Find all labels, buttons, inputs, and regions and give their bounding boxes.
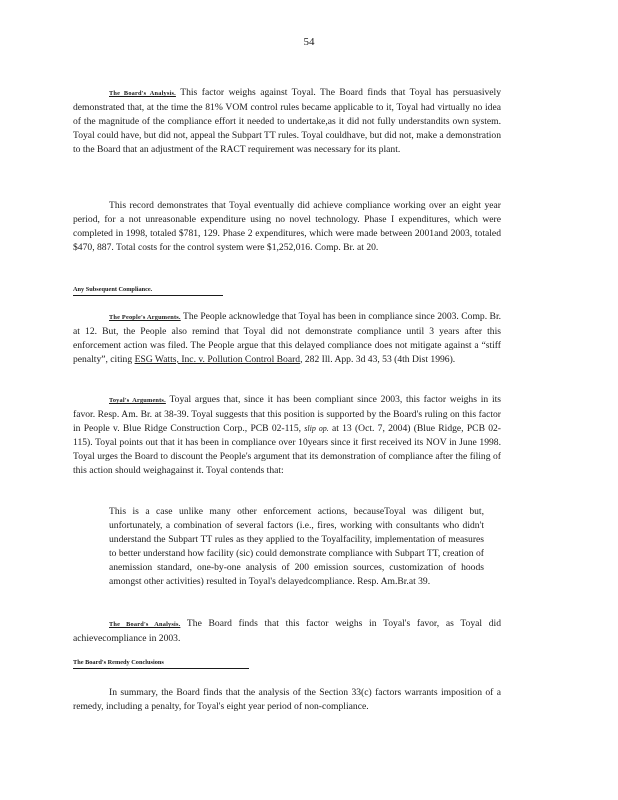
people-arguments-heading: The People's Arguments. — [109, 314, 181, 321]
toyal-arguments-paragraph — [73, 393, 501, 478]
people-arguments-text: The People acknowledge that Toyal has been in compliance since 2003. Comp. Br. at 12. But, the People also remind that Toyal did not demonstrate compliance until 3 years after this enforcement action was filed. The People argue that this delayed compliance does not mitigate against a “stiff penalty”, citing — [73, 311, 502, 365]
board-analysis-text-2: The Board finds that this factor weighs in Toyal's favor, as Toyal did achievecompliance in 2003. — [73, 618, 501, 644]
section-heading-text-2: The Board's Remedy Conclusions — [73, 659, 164, 666]
board-analysis-heading-2: The Board's Analysis. — [109, 621, 181, 628]
summary-paragraph — [73, 686, 501, 714]
case-citation: ESG Watts, Inc. v. Pollution Control Board — [134, 353, 301, 365]
board-analysis-heading-1: The Board's Analysis. — [109, 90, 176, 97]
board-analysis-text-1: This factor weighs against Toyal. The Board finds that Toyal has persuasively demonstrated that, at the time the 81% VOM control rules became applicable to it, Toyal had virtually no idea of the magnitude of the compliance effort it needed to undertake,as it did not fully understandits own system. Toyal could have, but did not, appeal the Subpart TT rules. Toyal couldhave, but did not, make a demonstration to the Board that an adjustment of the RACT requirement was necessary for its plant. — [73, 87, 502, 155]
block-quote — [109, 505, 484, 589]
people-arguments-paragraph — [73, 310, 501, 367]
section-heading-rule — [73, 295, 223, 296]
record-paragraph — [73, 199, 501, 255]
toyal-arguments-text-a: Toyal argues that, since it has been compliant since 2003, this factor weighs in its favor. Resp. Am. Br. at 38-39. Toyal suggests that this position is supported by the Board's ruling on this factor in People v. Blue Ridge Construction Corp., PCB 02-115, — [73, 394, 502, 434]
page-number: 54 — [303, 36, 315, 48]
section-heading-rule-2 — [73, 668, 249, 669]
toyal-arguments-text-b: at 13 (Oct. 7, 2004) (Blue Ridge, PCB 02-115). Toyal points out that it has been in compliance over 10years since it first received its NOV in June 1998. Toyal urges the Board to discount the People's argument that its demonstration of compliance after the filing of this action should weighagainst it. Toyal contends that: — [73, 422, 501, 476]
record-text: This record demonstrates that Toyal eventually did achieve compliance working over an eight year period, for a not unreasonable expenditure using no novel technology. Phase I expenditures, which were completed in 1998, totaled $781, 129. Phase 2 expenditures, which were made between 2001and 2003, totaled $470, 887. Total costs for the control system were $1,252,016. Comp. Br. at 20. — [73, 200, 501, 253]
section-heading-text: Any Subsequent Compliance. — [73, 286, 153, 293]
case-citation-tail: , 282 Ill. App. 3d 43, 53 (4th Dist 1996). — [300, 353, 456, 365]
block-quote-text: This is a case unlike many other enforcement actions, becauseToyal was diligent but, unfortunately, a combination of several factors (i.e., fires, working with consultants who didn't understand the Subpart TT rules as they applied to the Toyalfacility, implementation of measures to better understand how facility (sic) could demonstrate compliance with Subpart TT, creation of anemission standard, one-by-one analysis of 200 emission sources, customization of hoods amongst other activities) resulted in Toyal's delayedcompliance. Resp. Am.Br.at 39. — [109, 506, 484, 587]
toyal-arguments-heading: Toyal's Arguments. — [109, 397, 166, 404]
section-heading-subsequent-compliance — [73, 286, 223, 296]
section-heading-remedy-conclusions — [73, 659, 249, 669]
summary-text: In summary, the Board finds that the analysis of the Section 33(c) factors warrants imposition of a remedy, including a penalty, for Toyal's eight year period of non-compliance. — [73, 687, 501, 712]
board-analysis-paragraph-2 — [73, 617, 501, 646]
slip-op-label: slip op. — [304, 423, 329, 433]
board-analysis-paragraph-1 — [73, 86, 501, 157]
